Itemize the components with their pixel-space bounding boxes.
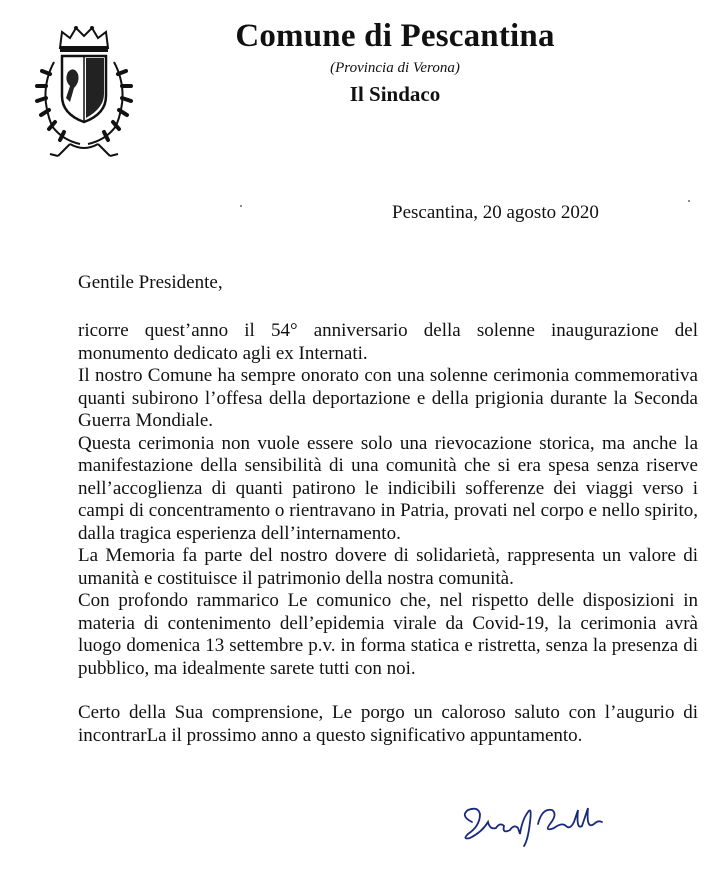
signature-icon [458, 800, 606, 852]
municipality-title: Comune di Pescantina [235, 18, 555, 54]
salutation: Gentile Presidente, [78, 272, 223, 293]
letterhead [220, 16, 570, 108]
province-subtitle: (Provincia di Verona) [330, 60, 460, 76]
paragraph: Con profondo rammarico Le comunico che, nel rispetto delle disposizioni in materia di contenimento dell’epidemia virale da Covid-19, la cerimonia avrà luogo domenica 13 settembre p.v. in forma statica e ristretta, senza la presenza di pubblico, ma idealmente sarete tutti con noi. [78, 590, 698, 679]
letter-date: Pescantina, 20 agosto 2020 [392, 202, 599, 223]
paragraph: ricorre quest’anno il 54° anniversario della solenne inaugurazione del monumento dedicato agli ex Internati. [78, 320, 698, 364]
scan-speck [688, 200, 690, 202]
paragraph: Questa cerimonia non vuole essere solo una rievocazione storica, ma anche la manifestazione della sensibilità di una comunità che si era spesa senza riserve nell’accoglienza di quanti patirono le indicibili sofferenze dei viaggi verso i campi di concentramento o rientravano in Patria, provati nel corpo e nello spirito, dalla tragica esperienza dell’internamento. [78, 432, 698, 544]
scan-speck [240, 205, 242, 207]
paragraph: Il nostro Comune ha sempre onorato con una solenne cerimonia commemorativa quanti subirono l’offesa della deportazione e della prigionia durante la Seconda Guerra Mondiale. [78, 365, 698, 431]
paragraph-spacer [78, 680, 698, 702]
paragraph: La Memoria fa parte del nostro dovere di solidarietà, rappresenta un valore di umanità e costituisce il patrimonio della nostra comunità. [78, 545, 698, 589]
coat-of-arms-icon [30, 22, 138, 164]
office-title: Il Sindaco [349, 82, 441, 106]
letter-body [78, 320, 698, 747]
paragraph: Certo della Sua comprensione, Le porgo un caloroso saluto con l’augurio di incontrarLa il prossimo anno a questo significativo appuntamento. [78, 702, 698, 746]
